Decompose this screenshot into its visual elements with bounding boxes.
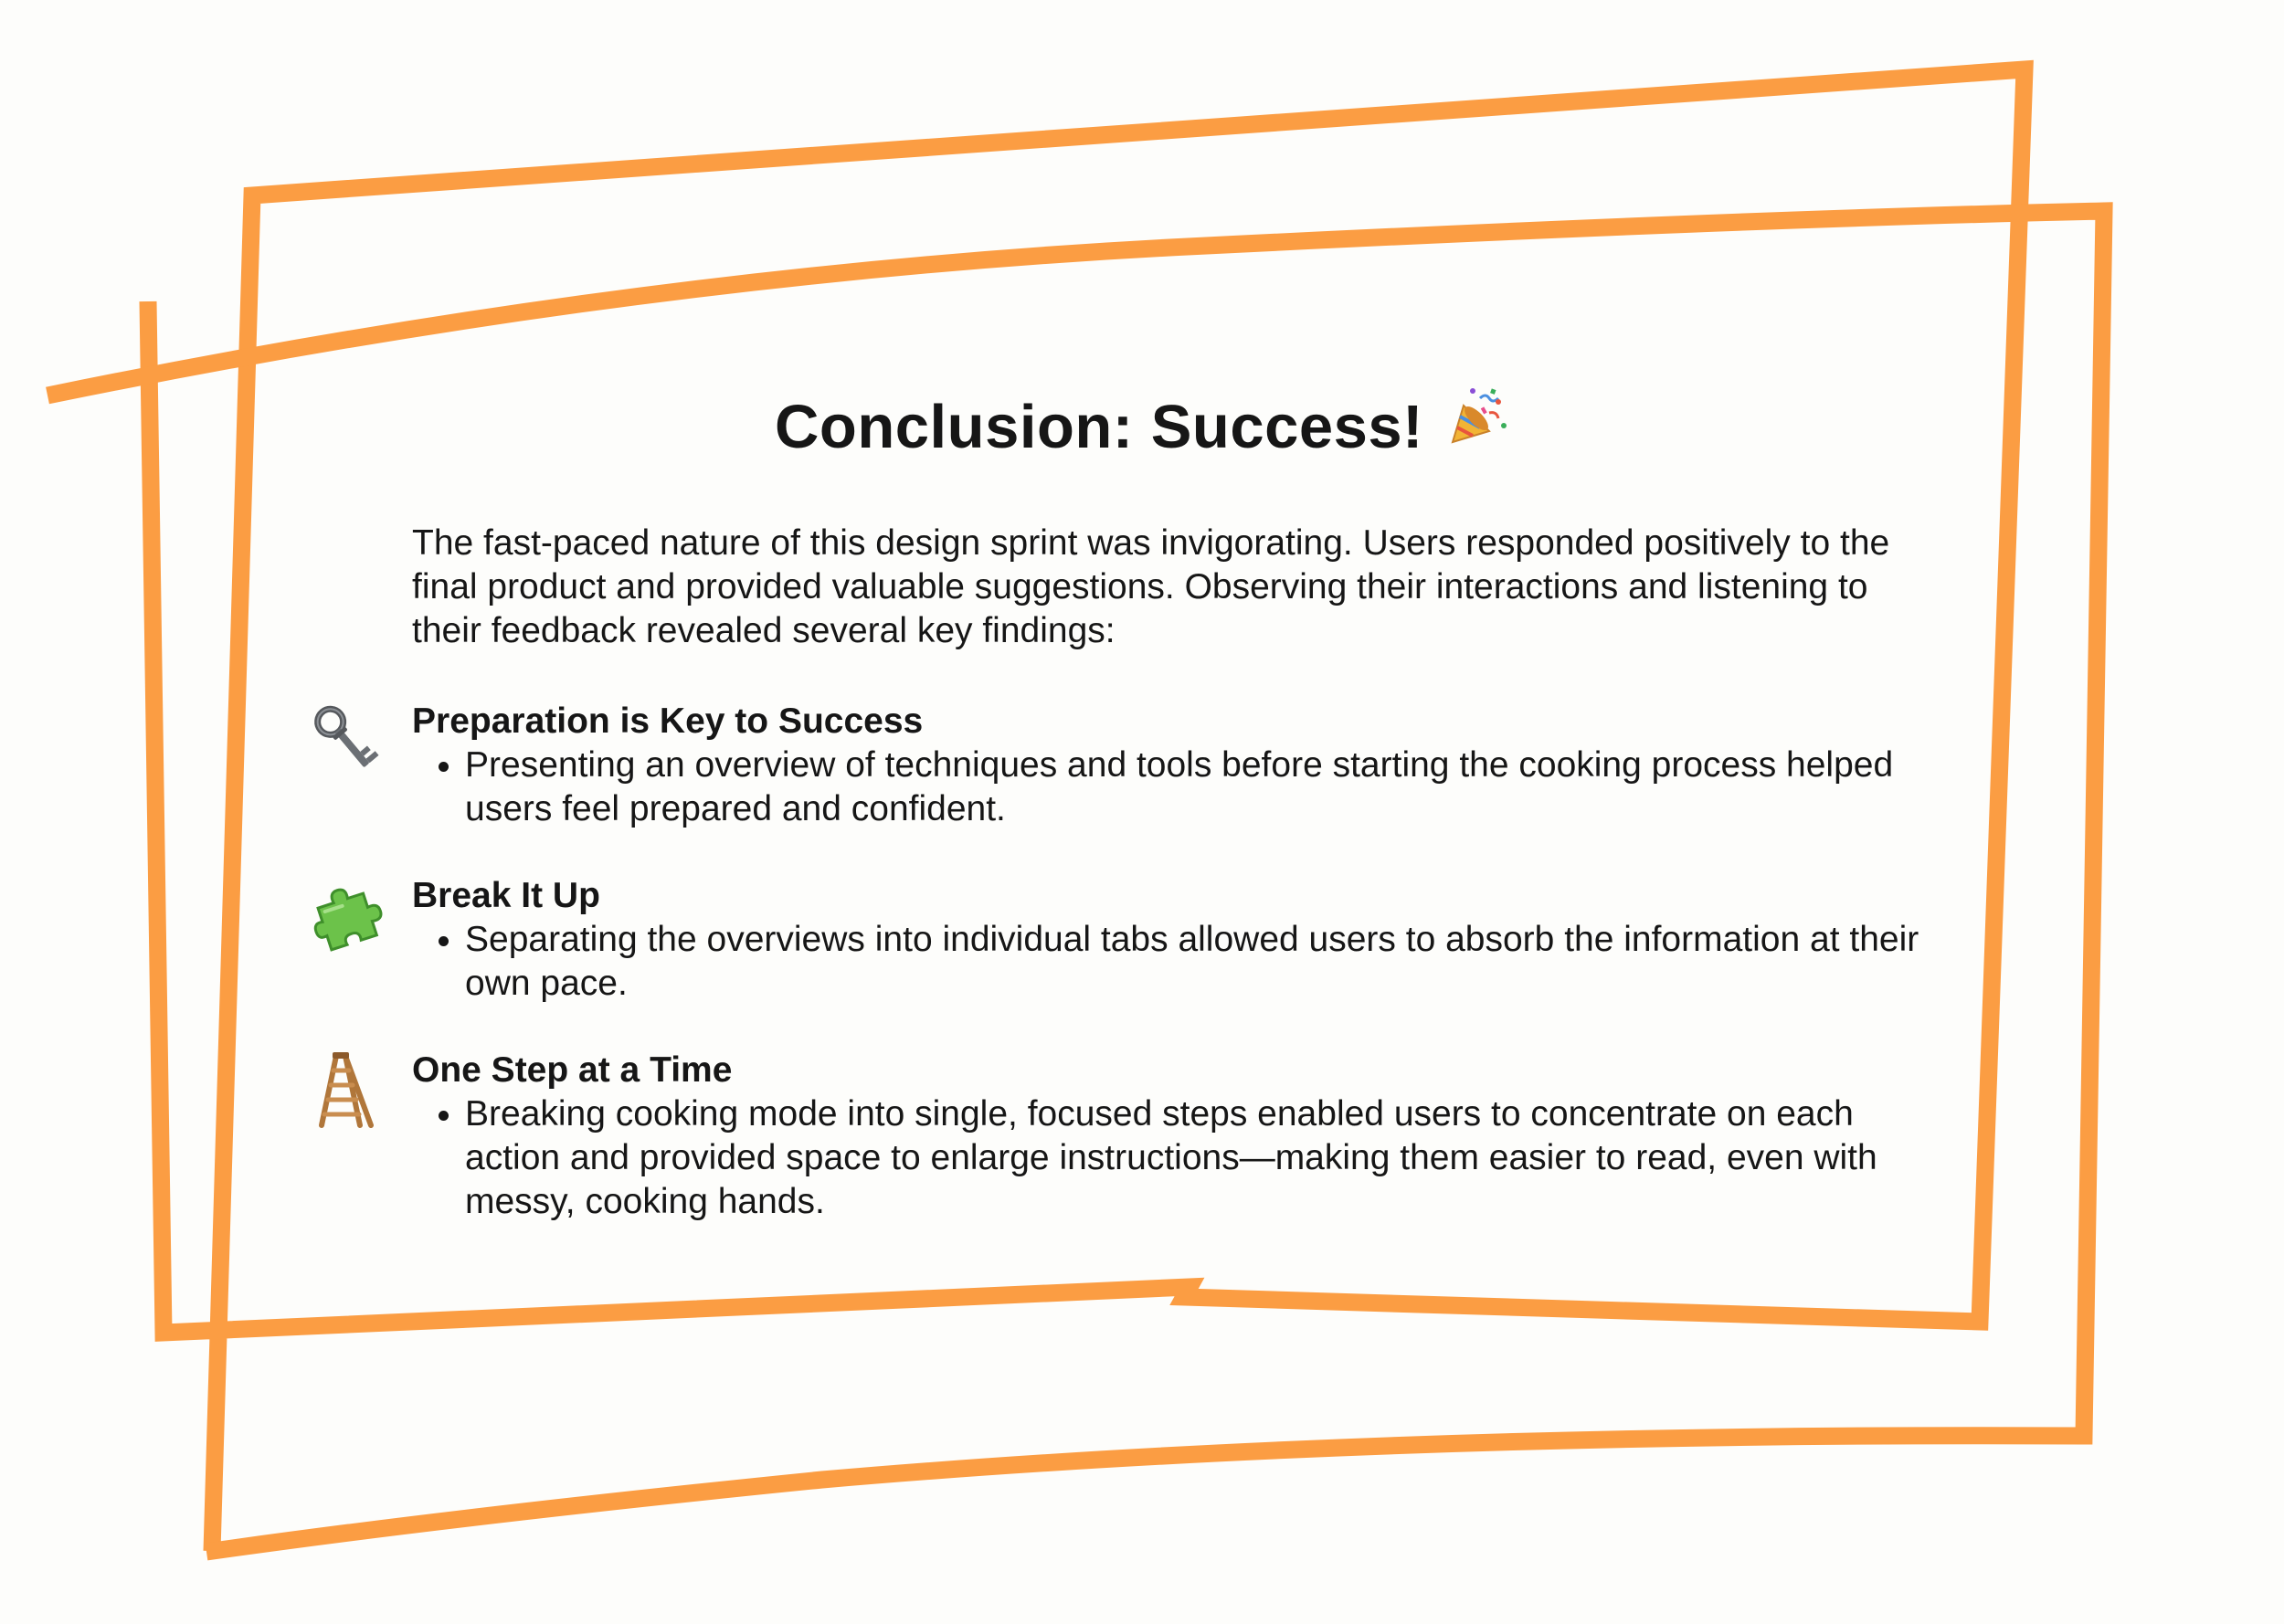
puzzle-piece-icon (309, 874, 384, 956)
intro-paragraph: The fast-paced nature of this design sprint was invigorating. Users responded positively to the final product and provided valuable suggestions. Observing their interactions and listening to their feedback revealed several key findings: (412, 523, 1890, 650)
title-text: Conclusion: Success! (775, 393, 1423, 461)
finding-bullets (412, 918, 1927, 1006)
finding-bullets (412, 743, 1927, 831)
finding-heading: Break It Up (412, 876, 600, 915)
finding-heading: Preparation is Key to Success (412, 701, 924, 741)
finding-bullet: • Separating the overviews into individual tabs allowed users to absorb the information at their own pace. (465, 918, 1927, 1006)
finding-bullets (412, 1092, 1927, 1224)
finding-bullet: • Breaking cooking mode into single, focused steps enabled users to concentrate on each action and provided space to enlarge instructions—making them easier to read, even with messy, cooking hands. (465, 1092, 1927, 1224)
finding-heading: One Step at a Time (412, 1050, 733, 1090)
old-key-icon (309, 700, 384, 782)
finding-bullet: • Presenting an overview of techniques and tools before starting the cooking process helped users feel prepared and confident. (465, 743, 1927, 831)
ladder-icon (309, 1049, 384, 1131)
party-popper-icon (1449, 380, 1509, 471)
page-title (0, 382, 2284, 477)
